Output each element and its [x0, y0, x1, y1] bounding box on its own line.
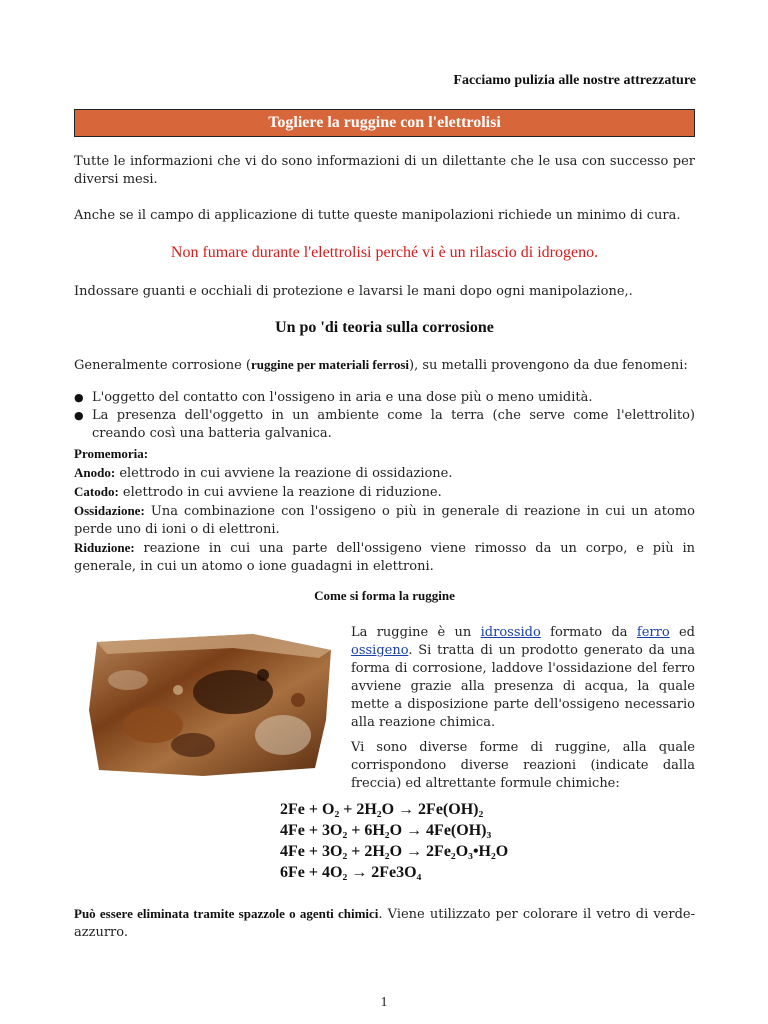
theory-lead-bold: ruggine per materiali ferrosi	[251, 357, 410, 372]
rusty-iron-image	[83, 630, 338, 778]
memo-item-anodo	[74, 464, 695, 483]
equation-4: 6Fe + 4O₂ → 2Fe3O₄	[280, 864, 422, 881]
rust-text: ed	[669, 625, 696, 640]
memo-term: Ossidazione:	[74, 503, 145, 518]
theory-lead	[74, 356, 695, 375]
memo-text: reazione in cui una parte dell'ossigeno viene rimosso da un corpo, e più in generale, in cui un atomo o ione guadagni in elettroni.	[74, 541, 695, 574]
rust-heading: Come si forma la ruggine	[314, 588, 455, 603]
link-idrossido[interactable]: idrossido	[480, 625, 541, 640]
memo-text: Una combinazione con l'ossigeno o più in generale di reazione in cui un atomo perde uno di ioni o di elettroni.	[74, 504, 695, 537]
rust-text: La ruggine è un	[351, 625, 481, 640]
rust-paragraph-1	[351, 624, 695, 732]
intro-paragraph-1: Tutte le informazioni che vi do sono informazioni di un dilettante che le usa con successo per diversi mesi.	[74, 154, 695, 187]
equation-1: 2Fe + O₂ + 2H₂O → 2Fe(OH)₂	[280, 801, 484, 818]
memo-term: Catodo:	[74, 484, 119, 499]
rust-text: . Si tratta di un prodotto generato da una forma di corrosione, laddove l'ossidazione del ferro avviene grazie alla presenza di acqua, la quale mette a disposizione parte dell'ossigeno necessario alla reazione chimica.	[351, 643, 695, 730]
theory-lead-before: Generalmente corrosione (	[74, 358, 251, 373]
closing-rest: . Viene utilizzato per colorare il vetro di verde-azzurro.	[74, 907, 695, 940]
intro-paragraph-2: Anche se il campo di applicazione di tutte queste manipolazioni richiede un minimo di cura.	[74, 208, 681, 223]
equation-2: 4Fe + 3O₂ + 6H₂O → 4Fe(OH)₃	[280, 822, 492, 839]
list-item: ● L'oggetto del contatto con l'ossigeno in aria e una dose più o meno umidità.	[74, 389, 695, 407]
memo-block	[74, 445, 695, 576]
theory-heading: Un po 'di teoria sulla corrosione	[275, 319, 494, 336]
banner-title: Togliere la ruggine con l'elettrolisi	[268, 114, 501, 131]
equation-3: 4Fe + 3O₂ + 2H₂O → 2Fe₂O₃•H₂O	[280, 843, 509, 860]
rust-paragraph-2: Vi sono diverse forme di ruggine, alla quale corrispondono diverse reazioni (indicate dalla freccia) ed altrettante formule chimiche:	[351, 740, 695, 791]
memo-term: Anodo:	[74, 465, 116, 480]
memo-text: elettrodo in cui avviene la reazione di ossidazione.	[115, 466, 453, 481]
theory-lead-after: ), su metalli provengono da due fenomeni:	[409, 358, 688, 373]
smoking-warning: Non fumare durante l'elettrolisi perché vi è un rilascio di idrogeno.	[170, 244, 599, 261]
list-item: ● La presenza dell'oggetto in un ambiente come la terra (che serve come l'elettrolito) creando così una batteria galvanica.	[74, 407, 695, 443]
link-ferro[interactable]: ferro	[636, 625, 670, 640]
memo-item-riduzione	[74, 539, 695, 576]
page-number: 1	[380, 995, 388, 1010]
intro-paragraph-3: Indossare guanti e occhiali di protezione e lavarsi le mani dopo ogni manipolazione,.	[74, 284, 633, 299]
memo-title: Promemoria:	[74, 446, 149, 461]
section-banner	[74, 109, 695, 137]
memo-text: elettrodo in cui avviene la reazione di riduzione.	[118, 485, 442, 500]
memo-term: Riduzione:	[74, 540, 135, 555]
phenomena-list	[74, 389, 695, 443]
link-ossigeno[interactable]: ossigeno	[351, 643, 409, 658]
rust-text: formato da	[540, 625, 637, 640]
memo-item-ossidazione	[74, 502, 695, 539]
closing-paragraph	[74, 905, 695, 942]
document-header: Facciamo pulizia alle nostre attrezzature	[453, 73, 696, 88]
closing-bold: Può essere eliminata tramite spazzole o agenti chimici	[74, 906, 379, 921]
memo-item-catodo	[74, 483, 695, 502]
